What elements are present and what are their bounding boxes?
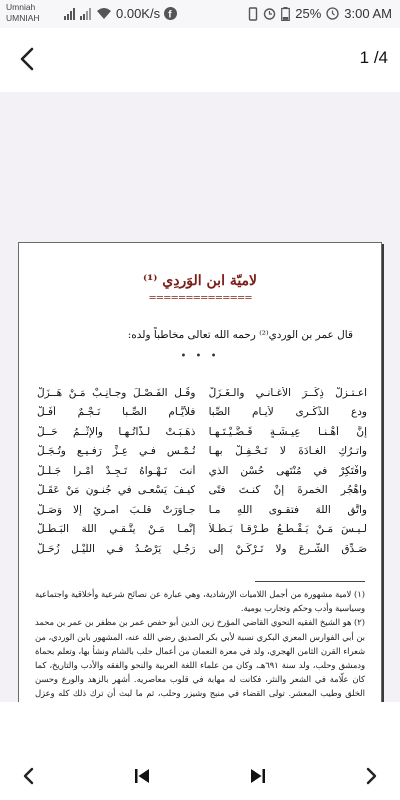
skip-previous-icon	[133, 767, 151, 785]
svg-text:f: f	[168, 9, 172, 20]
signal-icon	[64, 8, 76, 20]
poem-title: لاميّة ابن الوَردِي ⁽¹⁾	[142, 273, 258, 289]
verse-row	[37, 383, 367, 403]
verse-row	[37, 500, 367, 520]
last-page-button[interactable]	[244, 762, 272, 790]
facebook-icon	[164, 7, 177, 20]
clock-icon	[326, 7, 339, 20]
carrier-2: UMNIAH	[6, 13, 40, 23]
verse-hemistich-second: جـاوَرَتْ قلـبَ امـرئٍ إلا وَصَـلْ	[37, 503, 196, 516]
verse-row	[37, 442, 367, 462]
intro-line: قال عمر بن الوردي⁽²⁾ رحمه الله تعالى مخاطباً ولده:	[127, 329, 353, 341]
document-page	[18, 242, 382, 778]
verse-row	[37, 481, 367, 501]
battery-icon	[281, 7, 290, 21]
verse-hemistich-first: صَـدِّقِ الشَّـرعَ ولا تَـرْكَـنْ إلى	[208, 542, 367, 555]
back-button[interactable]	[10, 42, 44, 76]
verse-hemistich-second: أنتَ تَـهْـواهُ تَـجِـدْ أمْـراً جَـلَـلْ	[37, 464, 196, 477]
verse-hemistich-second: تُـمْـسِ فـي عِـزٍّ رَفـيـعٍ وتُـجَـلْ	[37, 445, 196, 458]
status-left-icons	[64, 6, 177, 21]
verse-hemistich-first: ودعِ الذِّكْـرى لأيـامِ الصِّبا	[208, 406, 367, 419]
verse-hemistich-second: فلأيَّـامِ الصِّـبا نَـجْـمٌ أَفَـلْ	[37, 406, 196, 419]
page-indicator: 1 /4	[359, 48, 388, 67]
carrier-labels	[6, 2, 40, 24]
vibrate-icon	[248, 7, 258, 21]
verse-hemistich-second: وقُـلِ الفَـصْـلَ وجـانِـبْ مَـنْ هَــزَلْ	[37, 386, 196, 399]
chevron-right-icon	[366, 767, 378, 785]
network-speed: 0.00K/s	[116, 6, 161, 21]
app-header	[0, 28, 400, 92]
skip-next-icon	[249, 767, 267, 785]
verse-hemistich-first: لـيـسَ مَـنْ يَـقْـطَـعُ طُـرْقـاً بَـطَـلاً	[208, 523, 367, 536]
carrier-1: Umniah	[6, 2, 36, 12]
alarm-icon	[263, 7, 276, 20]
status-right	[248, 6, 392, 21]
first-page-button[interactable]	[128, 762, 156, 790]
verse-hemistich-first: إنَّ أهْـنـا عِيـشَـةٍ قَـضَّـيْـتَـهـا	[208, 425, 367, 438]
verse-row	[37, 520, 367, 540]
verse-hemistich-second: إنَّمـا مَـنْ يتَّـقـي اللهَ البَـطَـلْ	[37, 523, 196, 536]
verse-hemistich-second: كيـفَ يَسْعـى في جُنـونٍ مَنْ عَقَـلْ	[37, 484, 196, 497]
verse-row	[37, 539, 367, 559]
footnote-2: (٢) هو الشيخ الفقيه النحوي القاضي المؤرخ زين الدين أبو حفص عمر بن مظفر بن عمر بن محمد بن أبي الفوارس المعري البكري نسبة لأبي بكر الصديق رضي الله عنه، المشهور بابن الوردي، من شعراء القرن الثامن الهجري، ولد في معرة النعمان من أعمال حلب بالشام ونشأ بها، وتعلم بحماة ودمشق وحلب، ولد سنة ٦٩١هـ، وكان من علماء اللغة العربية والنحو والفقه والأدب والتاريخ، كما كان علّامة في الشعر والنثر، فكانت له مهابة في قلوب معاصريه. أشهر بالزهد والورع وحسن الخلق وطيب المعشر. تولى القضاء في منبج وشيزر وحلب، ثم ما لبث أن ترك ذلك كله وعزل	[35, 617, 365, 699]
document-viewer[interactable]	[0, 92, 400, 702]
verse-hemistich-first: واتَّقِ اللهَ فتقـوى اللهِ مـا	[208, 503, 367, 516]
footnote-divider	[255, 581, 365, 582]
verse-hemistich-first: واتـرُكِ الغـادَةَ لا تَـحْـفِـلْ بهـا	[208, 445, 367, 458]
footnote-1: (١) لامية مشهورة من أجمل اللاميات الإرشادية، وهي عبارة عن نصائح شرعية وأخلاقية واجتماعية وسياسية وأدب وحكم وتجارب يومية.	[35, 589, 365, 614]
next-page-button[interactable]	[358, 762, 386, 790]
previous-page-button[interactable]	[14, 762, 42, 790]
battery-percent: 25%	[295, 6, 322, 21]
status-bar	[0, 0, 400, 28]
verse-hemistich-first: اعـتـزلْ ذِكْــرَ الأغـانـي والـغَـزَلْ	[208, 386, 367, 399]
signal-icon-2	[80, 8, 92, 20]
verse-list	[37, 383, 367, 559]
bottom-navigation	[0, 702, 400, 800]
title-underline: ==============	[148, 293, 252, 304]
verse-hemistich-first: واهْجُرِ الخمرةَ إنْ كنـتَ فتًى	[208, 484, 367, 497]
chevron-left-icon	[19, 47, 35, 71]
verse-hemistich-second: رَجُـلٍ يَرْصُـدُ فـي اللَّيْـلِ زُحَـلْ	[37, 542, 196, 555]
verse-hemistich-second: ذهَـبَـتْ لـذَّاتُـهـا والإثْــمُ حَــلْ	[37, 425, 196, 438]
chevron-left-icon	[22, 767, 34, 785]
verse-row	[37, 461, 367, 481]
ornament-dots: • • •	[180, 351, 220, 362]
verse-hemistich-first: وافْتَكِرْ في مُنْتَهى حُسْنِ الذي	[208, 464, 367, 477]
status-time: 3:00 AM	[344, 6, 392, 21]
verse-row	[37, 422, 367, 442]
verse-row	[37, 403, 367, 423]
wifi-icon	[96, 7, 112, 20]
